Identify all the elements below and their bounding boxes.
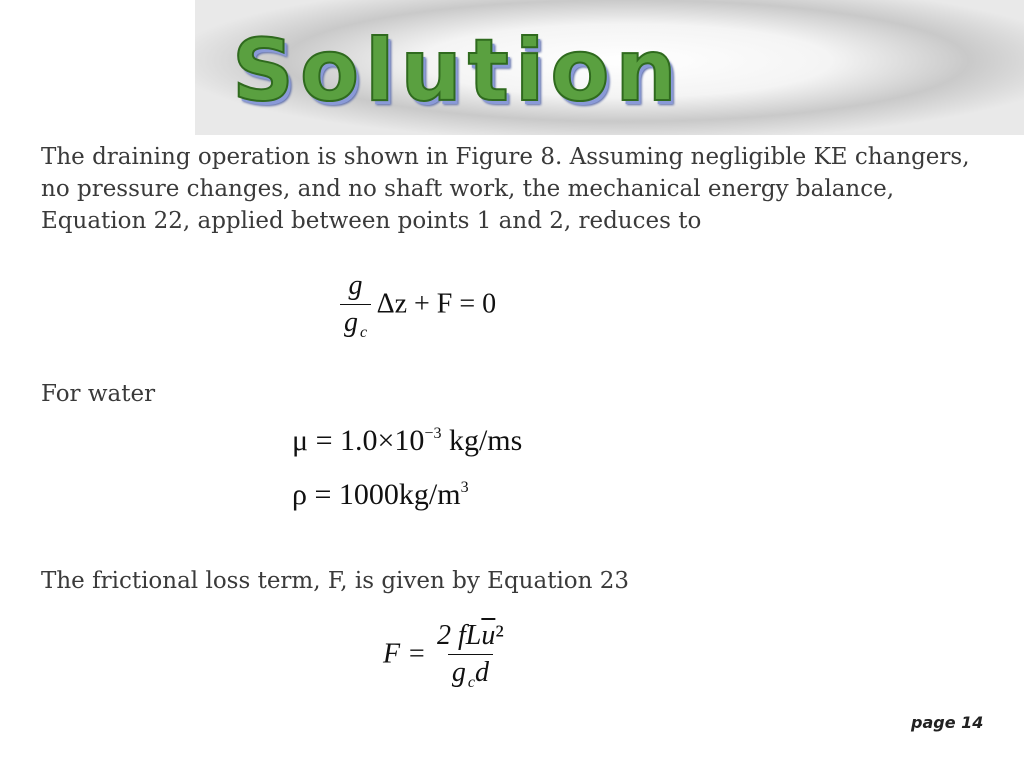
eq1-denominator: g: [344, 307, 358, 338]
eq3-lhs: ρ = 1000kg/m: [292, 478, 461, 511]
eq4-denominator-post: d: [474, 657, 489, 688]
energy-balance-equation: [340, 270, 496, 342]
eq4-denominator: g: [451, 657, 466, 688]
viscosity-equation: [292, 424, 522, 458]
slide-title: Solution: [232, 21, 683, 121]
eq4-denominator-sub: c: [467, 674, 475, 691]
eq4-numerator-pre: 2 fL: [437, 620, 482, 651]
friction-paragraph: The frictional loss term, F, is given by Equation 23: [41, 568, 630, 594]
eq1-denominator-sub: c: [360, 324, 368, 341]
density-equation: [292, 478, 469, 512]
eq3-exponent: 3: [460, 479, 469, 496]
eq4-numerator-bar: $\overline{u}$: [481, 620, 496, 651]
eq2-unit: kg/ms: [441, 424, 523, 457]
eq4-numerator-post: ²: [495, 620, 504, 651]
eq1-rest: Δz + F = 0: [376, 288, 497, 320]
eq2-lhs: μ = 1.0×10: [292, 424, 425, 457]
friction-loss-equation: [383, 620, 508, 692]
eq1-numerator: g: [348, 270, 363, 301]
for-water-label: For water: [41, 381, 156, 407]
g-over-gc-fraction: [340, 270, 371, 342]
page-number: page 14: [911, 713, 984, 732]
eq2-exponent: −3: [424, 425, 442, 442]
intro-paragraph: The draining operation is shown in Figure 8. Assuming negligible KE changers, no pressure changes, and no shaft work, the mechanical energy balance, Equation 22, applied between points 1 and 2, reduces to: [41, 144, 970, 234]
friction-fraction: [433, 620, 508, 692]
eq4-lhs: F =: [383, 638, 426, 670]
